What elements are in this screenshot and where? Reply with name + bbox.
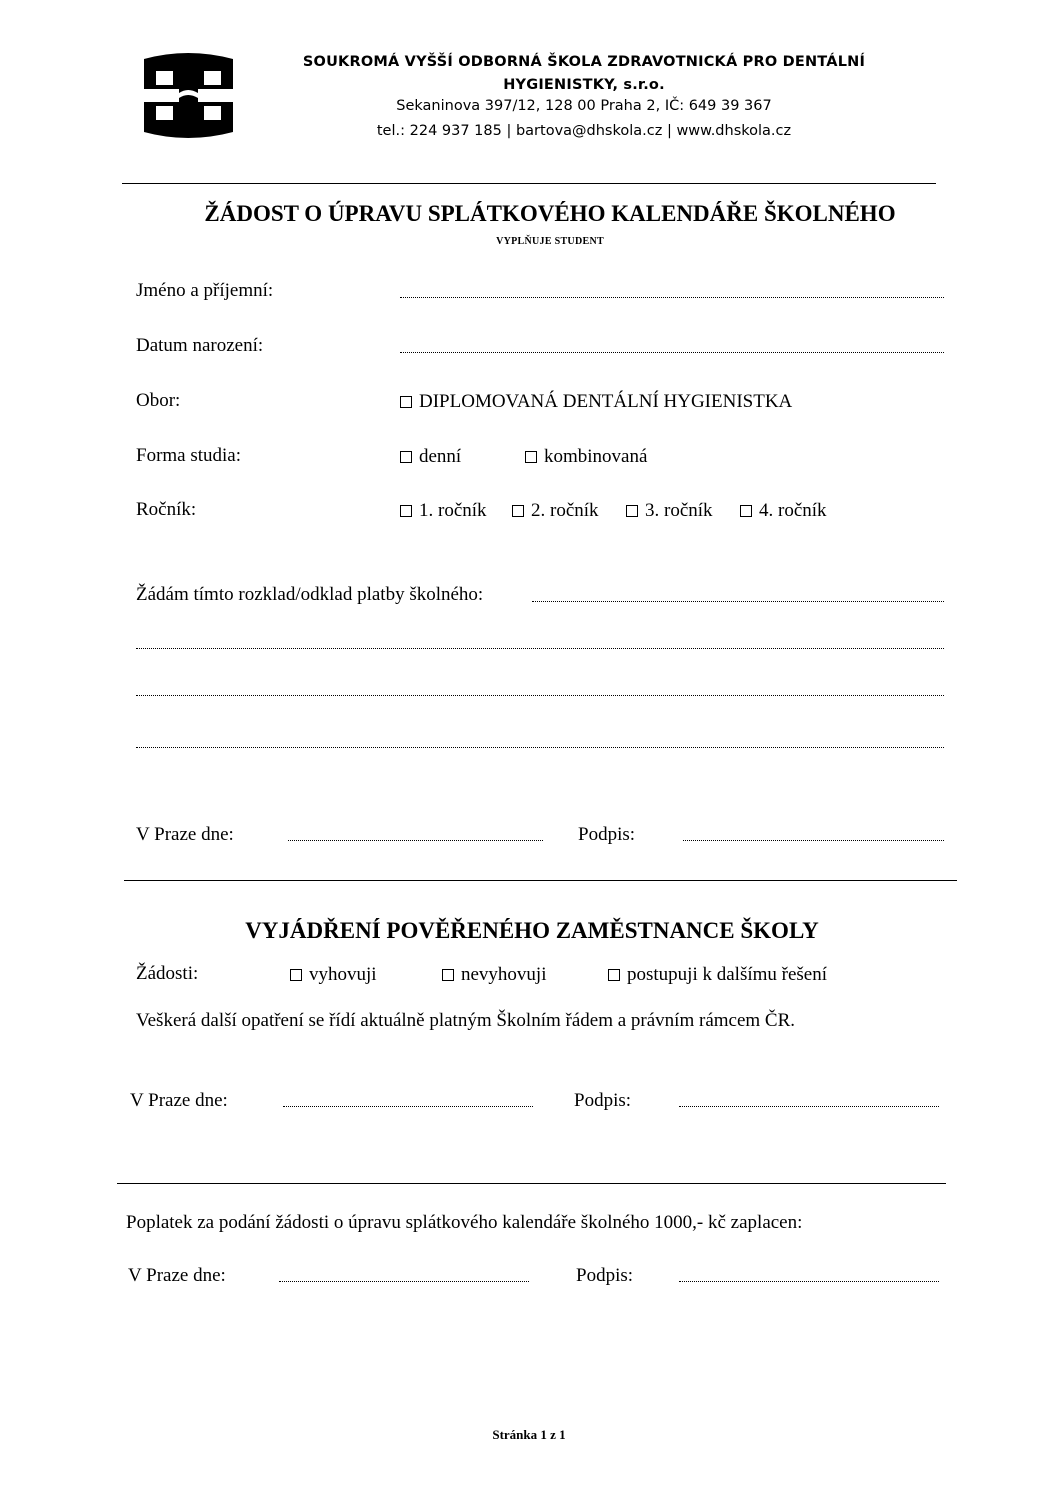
field-label: Obor: [136,390,181,411]
student-signature-line[interactable] [683,840,944,841]
year-1-label: 1. ročník [419,500,487,521]
header-divider [122,183,936,184]
request-input-line-4[interactable] [136,747,944,748]
year-2-label: 2. ročník [531,500,599,521]
staff-option-accept[interactable] [290,964,377,986]
request-input-line-2[interactable] [136,648,944,649]
year-3-checkbox[interactable] [626,505,638,517]
student-date-label: V Praze dne: [136,824,234,845]
page-number: Stránka 1 z 1 [492,1427,566,1442]
study-daily-label: denní [419,446,462,467]
form-title: ŽÁDOST O ÚPRAVU SPLÁTKOVÉHO KALENDÁŘE ŠKOLNÉHO [204,201,896,226]
requests-label: Žádosti: [136,963,199,984]
year-option-3[interactable] [626,500,713,522]
section-divider-2 [117,1183,946,1184]
staff-signature-label: Podpis: [574,1090,632,1111]
form-subtitle: VYPLŇUJE STUDENT [496,236,604,247]
staff-option-forward[interactable] [608,964,827,986]
field-option[interactable] [400,391,792,413]
staff-option-reject[interactable] [442,964,547,986]
name-input-line[interactable] [400,297,944,298]
school-name-line1: SOUKROMÁ VYŠŠÍ ODBORNÁ ŠKOLA ZDRAVOTNICKÁ PRO DENTÁLNÍ [302,54,866,70]
study-combined-label: kombinovaná [544,446,648,467]
study-daily-checkbox[interactable] [400,451,412,463]
study-option-combined[interactable] [525,446,647,468]
study-option-daily[interactable] [400,446,461,468]
staff-note: Veškerá další opatření se řídí aktuálně platným Školním řádem a právním rámcem ČR. [136,1010,796,1031]
birth-date-input-line[interactable] [400,352,944,353]
forward-checkbox[interactable] [608,969,620,981]
year-label: Ročník: [136,499,197,520]
section-divider-1 [124,880,957,881]
request-input-line-1[interactable] [532,601,944,602]
field-option-label: DIPLOMOVANÁ DENTÁLNÍ HYGIENISTKA [419,391,793,412]
staff-signature-line[interactable] [679,1106,939,1107]
year-option-4[interactable] [740,500,827,522]
year-4-checkbox[interactable] [740,505,752,517]
study-combined-checkbox[interactable] [525,451,537,463]
year-3-label: 3. ročník [645,500,713,521]
year-1-checkbox[interactable] [400,505,412,517]
field-checkbox[interactable] [400,396,412,408]
forward-label: postupuji k dalšímu řešení [627,964,828,985]
birth-date-label: Datum narození: [136,335,264,356]
staff-date-input-line[interactable] [283,1106,533,1107]
fee-date-label: V Praze dne: [128,1265,226,1286]
student-signature-label: Podpis: [578,824,636,845]
school-name-line2: HYGIENISTKY, s.r.o. [503,77,665,93]
fee-text: Poplatek za podání žádosti o úpravu splátkového kalendáře školného 1000,- kč zaplacen: [126,1212,803,1233]
year-option-1[interactable] [400,500,487,522]
accept-checkbox[interactable] [290,969,302,981]
school-address: Sekaninova 397/12, 128 00 Praha 2, IČ: 649 39 367 [396,98,772,114]
fee-date-input-line[interactable] [279,1281,529,1282]
fee-signature-line[interactable] [679,1281,939,1282]
study-form-label: Forma studia: [136,445,242,466]
name-label: Jméno a příjemní: [136,280,274,301]
year-4-label: 4. ročník [759,500,827,521]
reject-label: nevyhovuji [461,964,547,985]
reject-checkbox[interactable] [442,969,454,981]
request-label: Žádám tímto rozklad/odklad platby školného: [136,584,484,605]
staff-date-label: V Praze dne: [130,1090,228,1111]
staff-section-title: VYJÁDŘENÍ POVĚŘENÉHO ZAMĚSTNANCE ŠKOLY [245,918,819,943]
fee-signature-label: Podpis: [576,1265,634,1286]
year-option-2[interactable] [512,500,599,522]
year-2-checkbox[interactable] [512,505,524,517]
school-contacts: tel.: 224 937 185 | bartova@dhskola.cz | www.dhskola.cz [376,123,792,139]
school-logo [140,47,237,144]
accept-label: vyhovuji [309,964,377,985]
request-input-line-3[interactable] [136,695,944,696]
student-date-input-line[interactable] [288,840,543,841]
